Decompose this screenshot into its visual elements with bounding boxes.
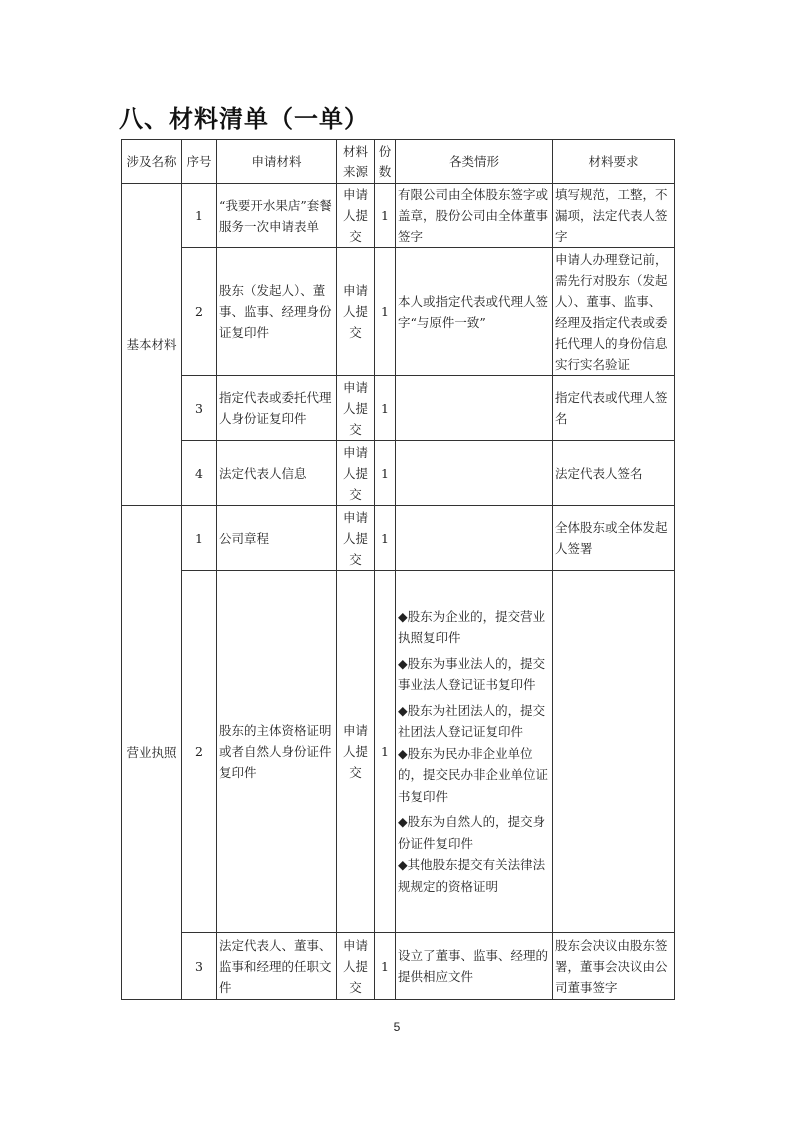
situation-item: ◆股东为社团法人的，提交社团法人登记证复印件 <box>398 702 546 740</box>
table-row <box>122 933 675 1000</box>
table-row <box>122 506 675 571</box>
header-requirement: 材料要求 <box>553 140 675 184</box>
row-no: 3 <box>182 933 217 1000</box>
row-source: 申请人提交 <box>337 184 375 248</box>
row-no: 4 <box>182 441 217 506</box>
header-material: 申请材料 <box>217 140 337 184</box>
row-requirement <box>553 571 675 933</box>
row-situation <box>396 506 553 571</box>
row-requirement: 全体股东或全体发起人签署 <box>553 506 675 571</box>
situation-item: ◆股东为自然人的，提交身份证件复印件 <box>398 814 546 851</box>
row-source: 申请人提交 <box>337 571 375 933</box>
row-requirement: 指定代表或代理人签名 <box>553 376 675 441</box>
row-source: 申请人提交 <box>337 933 375 1000</box>
row-copies: 1 <box>375 441 396 506</box>
header-no: 序号 <box>182 140 217 184</box>
row-no: 1 <box>182 506 217 571</box>
row-copies: 1 <box>375 506 396 571</box>
row-requirement: 申请人办理登记前，需先行对股东（发起人）、董事、监事、经理及指定代表或委托代理人的身份信息实行实名验证 <box>553 248 675 376</box>
row-situation-list <box>396 571 553 933</box>
row-copies: 1 <box>375 933 396 1000</box>
row-material: 股东的主体资格证明或者自然人身份证件复印件 <box>217 571 337 933</box>
section-title: 八、材料清单（一单） <box>119 105 369 133</box>
group-name-license: 营业执照 <box>122 506 182 1000</box>
row-copies: 1 <box>375 376 396 441</box>
row-source: 申请人提交 <box>337 248 375 376</box>
table-row <box>122 376 675 441</box>
row-source: 申请人提交 <box>337 376 375 441</box>
row-material: 法定代表人信息 <box>217 441 337 506</box>
row-source: 申请人提交 <box>337 506 375 571</box>
situation-item: ◆股东为事业法人的，提交事业法人登记证书复印件 <box>398 655 546 693</box>
row-no: 1 <box>182 184 217 248</box>
row-no: 3 <box>182 376 217 441</box>
materials-table <box>121 139 675 1000</box>
page-number: 5 <box>393 1020 401 1034</box>
row-situation: 有限公司由全体股东签字或盖章，股份公司由全体董事签字 <box>396 184 553 248</box>
header-source: 材料来源 <box>337 140 375 184</box>
table-row <box>122 248 675 376</box>
row-situation <box>396 376 553 441</box>
row-source: 申请人提交 <box>337 441 375 506</box>
situation-item: ◆其他股东提交有关法律法规规定的资格证明 <box>398 857 546 894</box>
situation-item: ◆股东为企业的，提交营业执照复印件 <box>398 608 546 646</box>
situation-item: ◆股东为民办非企业单位的，提交民办非企业单位证书复印件 <box>398 745 549 804</box>
row-copies: 1 <box>375 248 396 376</box>
header-situation: 各类情形 <box>396 140 553 184</box>
row-no: 2 <box>182 248 217 376</box>
row-copies: 1 <box>375 571 396 933</box>
group-name-basic: 基本材料 <box>122 184 182 506</box>
table-row <box>122 441 675 506</box>
table-row <box>122 184 675 248</box>
row-requirement: 法定代表人签名 <box>553 441 675 506</box>
row-requirement: 股东会决议由股东签署，董事会决议由公司董事签字 <box>553 933 675 1000</box>
row-material: 公司章程 <box>217 506 337 571</box>
header-category: 涉及名称 <box>122 140 182 184</box>
table-header-row <box>122 140 675 184</box>
row-requirement: 填写规范，工整，不漏项，法定代表人签字 <box>553 184 675 248</box>
row-material: “我要开水果店”套餐服务一次申请表单 <box>217 184 337 248</box>
row-material: 股东（发起人）、董事、监事、经理身份证复印件 <box>217 248 337 376</box>
row-situation <box>396 441 553 506</box>
row-copies: 1 <box>375 184 396 248</box>
row-material: 法定代表人、董事、监事和经理的任职文件 <box>217 933 337 1000</box>
row-material: 指定代表或委托代理人身份证复印件 <box>217 376 337 441</box>
header-copies: 份数 <box>375 140 396 184</box>
row-situation: 设立了董事、监事、经理的提供相应文件 <box>396 933 553 1000</box>
row-no: 2 <box>182 571 217 933</box>
table-row <box>122 571 675 933</box>
row-situation: 本人或指定代表或代理人签字“与原件一致” <box>396 248 553 376</box>
